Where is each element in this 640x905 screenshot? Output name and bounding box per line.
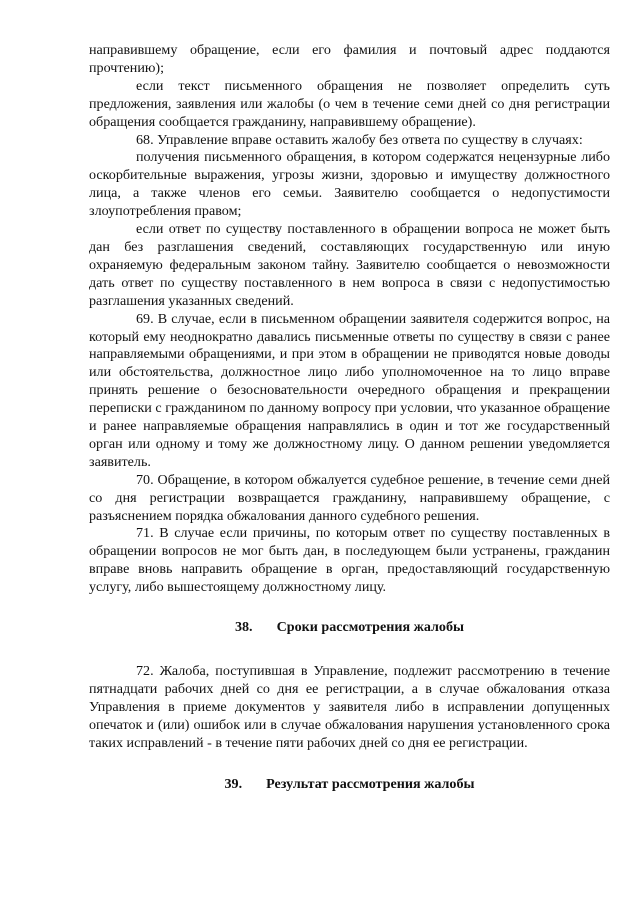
paragraph-continuation: направившему обращение, если его фамилия и почтовый адрес поддаются прочтению); [89,42,610,76]
section-title: Сроки рассмотрения жалобы [276,619,465,636]
paragraph-70: 70. Обращение, в котором обжалуется судебное решение, в течение семи дней со дня регистрации возвращается гражданину, направившему обращение, с разъяснением порядка обжалования данного судебного решения. [89,471,610,524]
paragraph-72: 72. Жалоба, поступившая в Управление, подлежит рассмотрению в течение пятнадцати рабочих дней со дня ее регистрации, а в случае обжалования отказа Управления в приеме документов у заявителя либо в исправлении допущенных опечаток и (или) ошибок или в случае обжалования нарушения установленного срока таких исправлений - в течение пяти рабочих дней со дня ее регистрации. [89,663,610,751]
paragraph-68: 68. Управление вправе оставить жалобу без ответа по существу в случаях: [136,131,583,148]
section-number: 38. [234,619,253,636]
section-title: Результат рассмотрения жалобы [266,775,475,792]
paragraph-69: 69. В случае, если в письменном обращении заявителя содержится вопрос, на который ему неоднократно давались письменные ответы по существу в связи с ранее направляемыми обращениями, и при этом в обращении не приводятся новые доводы или обстоятельства, должностное лицо либо уполномоченное на то лицо вправе принять решение о безосновательности очередного обращения и прекращении переписки с гражданином по данному вопросу при условии, что указанное обращение и ранее направляемые обращения направлялись в один и тот же государственный орган или одному и тому же должностному лицу. О данном решении уведомляется заявитель. [89,310,610,470]
section-heading-38 [89,619,610,637]
paragraph-unreadable-text: если текст письменного обращения не позволяет определить суть предложения, заявления или жалобы (о чем в течение семи дней со дня регистрации обращения сообщается гражданину, направившему обращение). [89,77,610,130]
document-page [89,42,610,793]
paragraph-71: 71. В случае если причины, по которым ответ по существу поставленных в обращении вопросов не мог быть дан, в последующем были устранены, гражданин вправе вновь направить обращение в орган, предоставляющий государственную услугу, либо вышестоящему должностному лицу. [89,525,610,596]
paragraph-state-secret: если ответ по существу поставленного в обращении вопроса не может быть дан без разглашения сведений, составляющих государственную или иную охраняемую федеральным законом тайну. Заявителю сообщается о невозможности дать ответ по существу поставленного в нем вопроса в связи с недопустимостью разглашения указанных сведений. [89,221,610,309]
section-heading-39 [89,776,610,794]
paragraph-obscene-content: получения письменного обращения, в котором содержатся нецензурные либо оскорбительные выражения, угрозы жизни, здоровью и имуществу должностного лица, а также членов его семьи. Заявителю сообщается о недопустимости злоупотребления правом; [89,149,610,220]
section-number: 39. [224,775,243,792]
